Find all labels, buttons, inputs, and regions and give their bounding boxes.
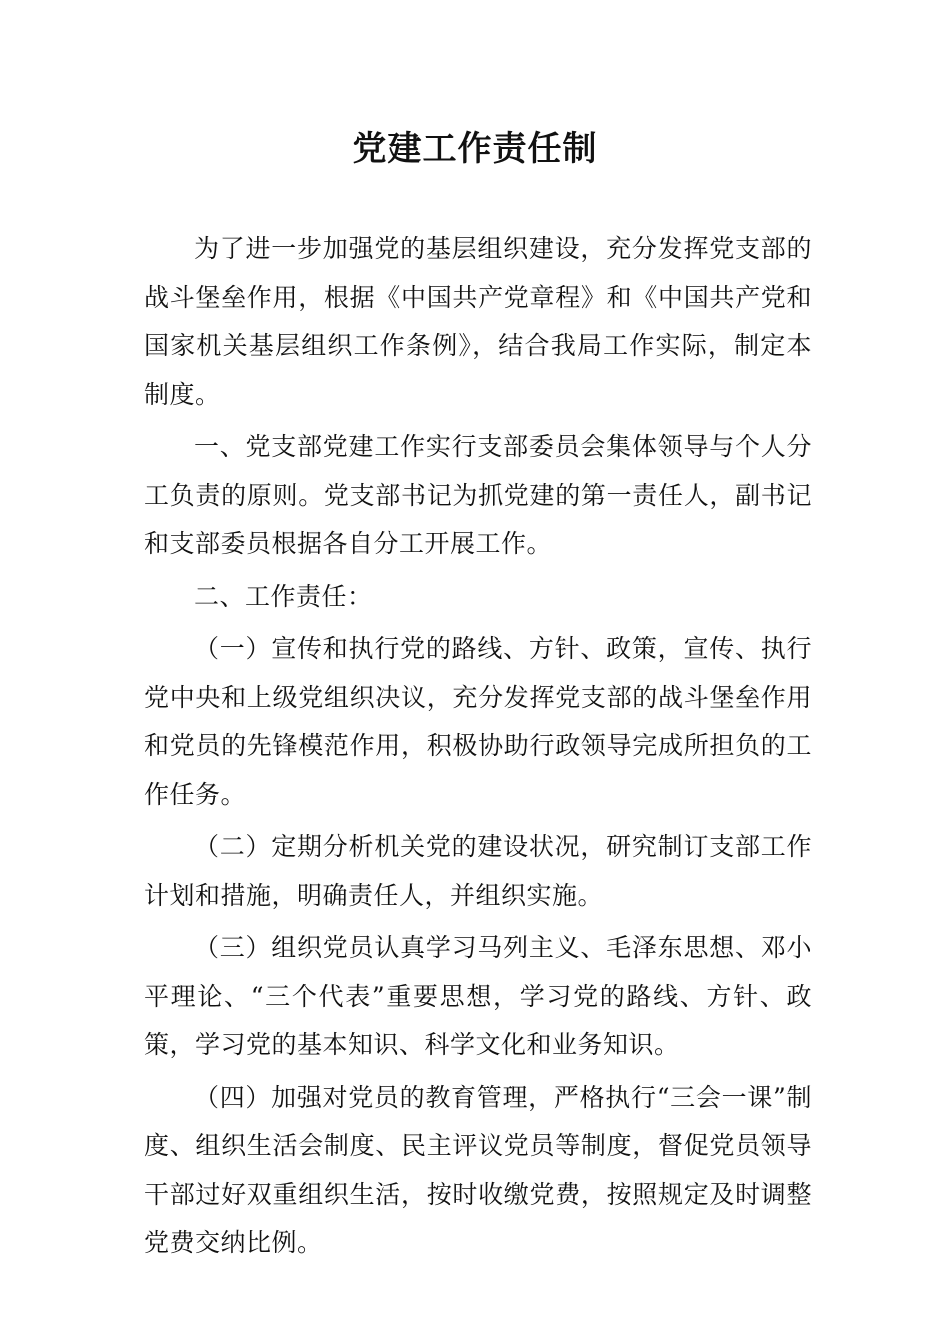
paragraph-item-2: （二）定期分析机关党的建设状况，研究制订支部工作计划和措施，明确责任人，并组织实施。 xyxy=(144,832,812,910)
paragraph-section-2-heading: 二、工作责任： xyxy=(194,581,373,611)
document-body xyxy=(144,225,812,1268)
paragraph-item-3: （三）组织党员认真学习马列主义、毛泽东思想、邓小平理论、“三个代表”重要思想，学习党的路线、方针、政策，学习党的基本知识、科学文化和业务知识。 xyxy=(144,933,812,1059)
paragraph-item-4: （四）加强对党员的教育管理，严格执行“三会一课”制度、组织生活会制度、民主评议党员等制度，督促党员领导干部过好双重组织生活，按时收缴党费，按照规定及时调整党费交纳比例。 xyxy=(144,1082,812,1257)
paragraph-item-1: （一）宣传和执行党的路线、方针、政策，宣传、执行党中央和上级党组织决议，充分发挥党支部的战斗堡垒作用和党员的先锋模范作用，积极协助行政领导完成所担负的工作任务。 xyxy=(144,634,812,809)
document-title: 党建工作责任制 xyxy=(352,129,598,169)
paragraph-section-1: 一、党支部党建工作实行支部委员会集体领导与个人分工负责的原则。党支部书记为抓党建的第一责任人，副书记和支部委员根据各自分工开展工作。 xyxy=(144,432,812,558)
paragraph-intro: 为了进一步加强党的基层组织建设，充分发挥党支部的战斗堡垒作用，根据《中国共产党章程》和《中国共产党和国家机关基层组织工作条例》，结合我局工作实际，制定本制度。 xyxy=(144,234,812,409)
